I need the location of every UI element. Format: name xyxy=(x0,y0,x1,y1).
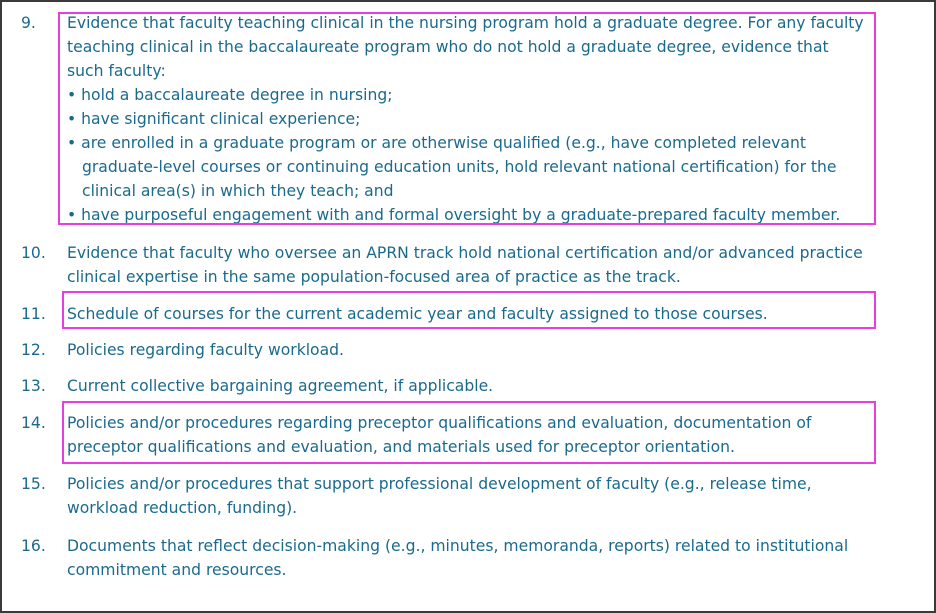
item-text-line: commitment and resources. xyxy=(67,561,287,579)
item-text-line: such faculty: xyxy=(67,62,166,80)
item-text-line: preceptor qualifications and evaluation, and materials used for preceptor orientation. xyxy=(67,438,736,456)
highlight-box-item-9 xyxy=(58,12,876,225)
item-text-line: Policies regarding faculty workload. xyxy=(67,341,345,359)
item-text-line: Schedule of courses for the current academic year and faculty assigned to those courses. xyxy=(67,305,768,323)
bullet-continuation: clinical area(s) in which they teach; and xyxy=(82,182,394,200)
item-text-line: workload reduction, funding). xyxy=(67,499,298,517)
item-number: 15. xyxy=(21,475,46,493)
item-number: 10. xyxy=(21,244,46,262)
item-number: 11. xyxy=(21,305,46,323)
item-number: 9. xyxy=(21,14,36,32)
item-text-line: Documents that reflect decision-making (e.g., minutes, memoranda, reports) related to institutional xyxy=(67,537,849,555)
item-text-line: Evidence that faculty teaching clinical in the nursing program hold a graduate degree. For any faculty xyxy=(67,14,864,32)
bullet-item: • are enrolled in a graduate program or are otherwise qualified (e.g., have completed relevant xyxy=(67,134,806,152)
bullet-continuation: graduate-level courses or continuing education units, hold relevant national certification) for the xyxy=(82,158,837,176)
item-number: 13. xyxy=(21,377,46,395)
highlight-box-item-11 xyxy=(62,291,876,329)
item-number: 14. xyxy=(21,414,46,432)
item-number: 16. xyxy=(21,537,46,555)
bullet-item: • have significant clinical experience; xyxy=(67,110,361,128)
item-text-line: Policies and/or procedures that support professional development of faculty (e.g., release time, xyxy=(67,475,812,493)
bullet-item: • hold a baccalaureate degree in nursing; xyxy=(67,86,393,104)
highlight-box-item-14 xyxy=(62,401,876,464)
item-text-line: Current collective bargaining agreement, if applicable. xyxy=(67,377,494,395)
bullet-item: • have purposeful engagement with and formal oversight by a graduate-prepared faculty member. xyxy=(67,206,841,224)
item-text-line: clinical expertise in the same population-focused area of practice as the track. xyxy=(67,268,681,286)
item-text-line: Policies and/or procedures regarding preceptor qualifications and evaluation, documentation of xyxy=(67,414,812,432)
item-number: 12. xyxy=(21,341,46,359)
item-text-line: Evidence that faculty who oversee an APRN track hold national certification and/or advanced practice xyxy=(67,244,863,262)
item-text-line: teaching clinical in the baccalaureate program who do not hold a graduate degree, evidence that xyxy=(67,38,829,56)
